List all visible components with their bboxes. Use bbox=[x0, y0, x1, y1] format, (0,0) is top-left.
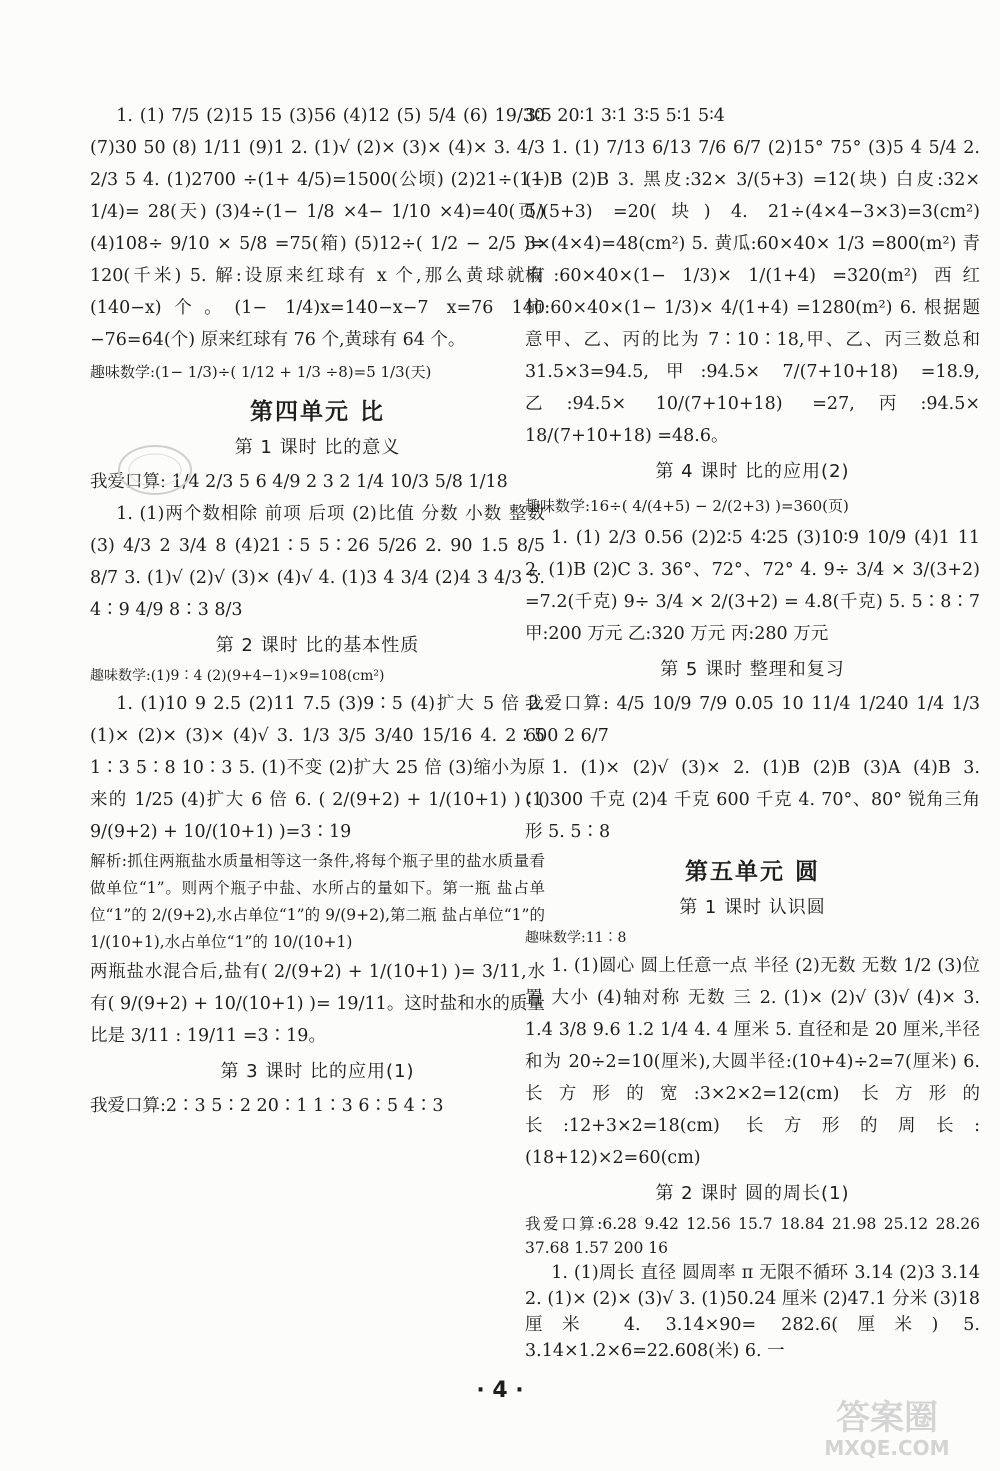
answer-block-5: 两瓶盐水混合后,盐有( 2/(9+2) + 1/(10+1) )= 3/11,水有( 9/(9+2) + 10/(10+1) )= 19/11。这时盐和水的质量比是 3/11 : 19/11 =3∶19。 bbox=[90, 962, 545, 1046]
left-column bbox=[90, 100, 545, 1122]
fun-math-6: 趣味数学:11∶8 bbox=[525, 930, 627, 946]
oral-calc-7: 我爱口算:6.28 9.42 12.56 15.7 18.84 21.98 25.12 28.26 37.68 1.57 200 16 bbox=[525, 1215, 980, 1257]
right-answer-block-3: 1. (1)× (2)√ (3)× 2. (1)B (2)B (3)A (4)B 3. (1)300 千克 (2)4 千克 600 千克 4. 70°、80° 锐角三角形 5. 5∶8 bbox=[525, 758, 980, 842]
watermark-text: 答案圈 bbox=[836, 1398, 938, 1438]
lesson-5-heading: 第 5 课时 整理和复习 bbox=[660, 659, 845, 680]
watermark-url: MXQE.COM bbox=[824, 1436, 950, 1460]
unit-5-heading: 第五单元 圆 bbox=[684, 859, 820, 885]
faint-stamp-icon bbox=[115, 440, 195, 500]
answer-block-2: 1. (1)两个数相除 前项 后项 (2)比值 分数 小数 整数 (3) 4/3 2 3/4 8 (4)21∶5 5∶26 5/26 2. 90 1.5 8/5 8/7 3. (1)√ (2)√ (3)× (4)√ 4. (1)3 4 3/4 (2)4 3 4/3 5. 4∶9 4/9 8∶3 8/3 bbox=[90, 504, 545, 620]
page-number: · 4 · bbox=[476, 1378, 524, 1403]
unit-4-heading: 第四单元 比 bbox=[249, 399, 385, 425]
right-answer-block-2: 1. (1) 2/3 0.56 (2)2∶5 4∶25 (3)10∶9 10/9 (4)1 11 2. (1)B (2)C 3. 36°、72°、72° 4. 9÷ 3/4 × 3/(3+2) =7.2(千克) 9÷ 3/4 × 2/(3+2) = 4.8(千克) 5. 5∶8∶7 甲:200 万元 乙:320 万元 丙:280 万元 bbox=[525, 528, 980, 644]
watermark-logo bbox=[792, 1391, 982, 1461]
lesson-4-heading: 第 4 课时 比的应用(2) bbox=[655, 461, 850, 482]
oral-calc-1: 我爱口算: 1/4 2/3 5 6 4/9 2 3 2 1/4 10/3 5/8 1/18 bbox=[90, 472, 508, 492]
answer-block-3: 1. (1)10 9 2.5 (2)11 7.5 (3)9∶5 (4)扩大 5 倍 2. (1)× (2)× (3)× (4)√ 3. 1/3 3/5 3/40 15/16 4. 2∶5 1∶3 5∶8 10∶3 5. (1)不变 (2)扩大 25 倍 (3)缩小为原来的 1/25 (4)扩大 6 倍 6. ( 2/(9+2) + 1/(10+1) )∶( 9/(9+2) + 10/(10+1) )=3∶19 bbox=[90, 694, 545, 842]
right-answer-block-1: 1. (1) 7/13 6/13 7/6 6/7 (2)15° 75° (3)5 4 5/4 2. (1)B (2)B 3. 黑皮:32× 3/(5+3) =12(块) 白皮:32× 5/(5+3) =20(块) 4. 21÷(4×4−3×3)=3(cm²) 3×(4×4)=48(cm²) 5. 黄瓜:60×40× 1/3 =800(m²) 青椒:60×40×(1− 1/3)× 1/(1+4) =320(m²) 西红柿:60×40×(1− 1/3)× 4/(1+4) =1280(m²) 6. 根据题意甲、乙、丙的比为 7∶10∶18,甲、乙、丙三数总和 31.5×3=94.5,甲:94.5× 7/(7+10+18) =18.9,乙:94.5× 10/(7+10+18) =27,丙:94.5× 18/(7+10+18) =48.6。 bbox=[525, 138, 980, 446]
right-column bbox=[525, 100, 980, 1364]
lesson-2-heading: 第 2 课时 比的基本性质 bbox=[215, 635, 420, 656]
fun-math-4: 趣味数学:16÷( 4/(4+5) − 2/(2+3) )=360(页) bbox=[525, 497, 849, 515]
lesson-7-heading: 第 2 课时 圆的周长(1) bbox=[655, 1183, 850, 1204]
lesson-6-heading: 第 1 课时 认识圆 bbox=[679, 897, 826, 918]
right-answer-block-4: 1. (1)圆心 圆上任意一点 半径 (2)无数 无数 1/2 (3)位置 大小 (4)轴对称 无数 三 2. (1)× (2)√ (3)√ (4)× 3. 1.4 3/8 9.6 1.2 1/4 4. 4 厘米 5. 直径和是 20 厘米,半径和为 20÷2=10(厘米),大圆半径:(10+4)÷2=7(厘米) 6. 长方形的宽:3×2×2=12(cm) 长方形的长:12+3×2=18(cm) 长方形的周长:(18+12)×2=60(cm) bbox=[525, 956, 980, 1168]
answer-block-1: 1. (1) 7/5 (2)15 15 (3)56 (4)12 (5) 5/4 (6) 19/30 (7)30 50 (8) 1/11 (9)1 2. (1)√ (2)× (3)× (4)× 3. 4/3 2/3 5 4. (1)2700 ÷(1+ 4/5)=1500(公顷) (2)21÷(1− 1/4)= 28(天) (3)4÷(1− 1/8 ×4− 1/10 ×4)=40(页) (4)108÷ 9/10 × 5/8 =75(箱) (5)12÷( 1/2 − 2/5 )= 120(千米) 5. 解:设原来红球有 x 个,那么黄球就有 (140−x)个。(1− 1/4)x=140−x−7 x=76 140 −76=64(个) 原来红球有 76 个,黄球有 64 个。 bbox=[90, 106, 545, 350]
fun-math-1: 趣味数学:(1− 1/3)÷( 1/12 + 1/3 ÷8)=5 1/3(天) bbox=[90, 363, 432, 381]
lesson-3-heading: 第 3 课时 比的应用(1) bbox=[220, 1061, 415, 1082]
oral-calc-3: 我爱口算:2∶3 5∶2 20∶1 1∶3 6∶5 4∶3 bbox=[90, 1096, 444, 1116]
right-top-line: 3∶5 20∶1 3∶1 3∶5 5∶1 5∶4 bbox=[525, 106, 725, 126]
lesson-1-heading: 第 1 课时 比的意义 bbox=[234, 437, 401, 458]
fun-math-2: 趣味数学:(1)9∶4 (2)(9+4−1)×9=108(cm²) bbox=[90, 668, 385, 684]
right-answer-block-5: 1. (1)周长 直径 圆周率 π 无限不循环 3.14 (2)3 3.14 2. (1)× (2)× (3)√ 3. (1)50.24 厘米 (2)47.1 分米 (3)18 厘米 4. 3.14×90= 282.6(厘米) 5. 3.14×1.2×6=22.608(米) 6. 一 bbox=[525, 1263, 980, 1361]
oral-calc-5: 我爱口算: 4/5 10/9 7/9 0.05 10 11/4 1/240 1/4 1/3 600 2 6/7 bbox=[525, 694, 980, 746]
analysis-block: 解析:抓住两瓶盐水质量相等这一条件,将每个瓶子里的盐水质量看做单位“1”。则两个瓶子中盐、水所占的量如下。第一瓶 盐占单位“1”的 2/(9+2),水占单位“1”的 9/(9+2),第二瓶 盐占单位“1”的 1/(10+1),水占单位“1”的 10/(10+1) bbox=[90, 852, 545, 951]
